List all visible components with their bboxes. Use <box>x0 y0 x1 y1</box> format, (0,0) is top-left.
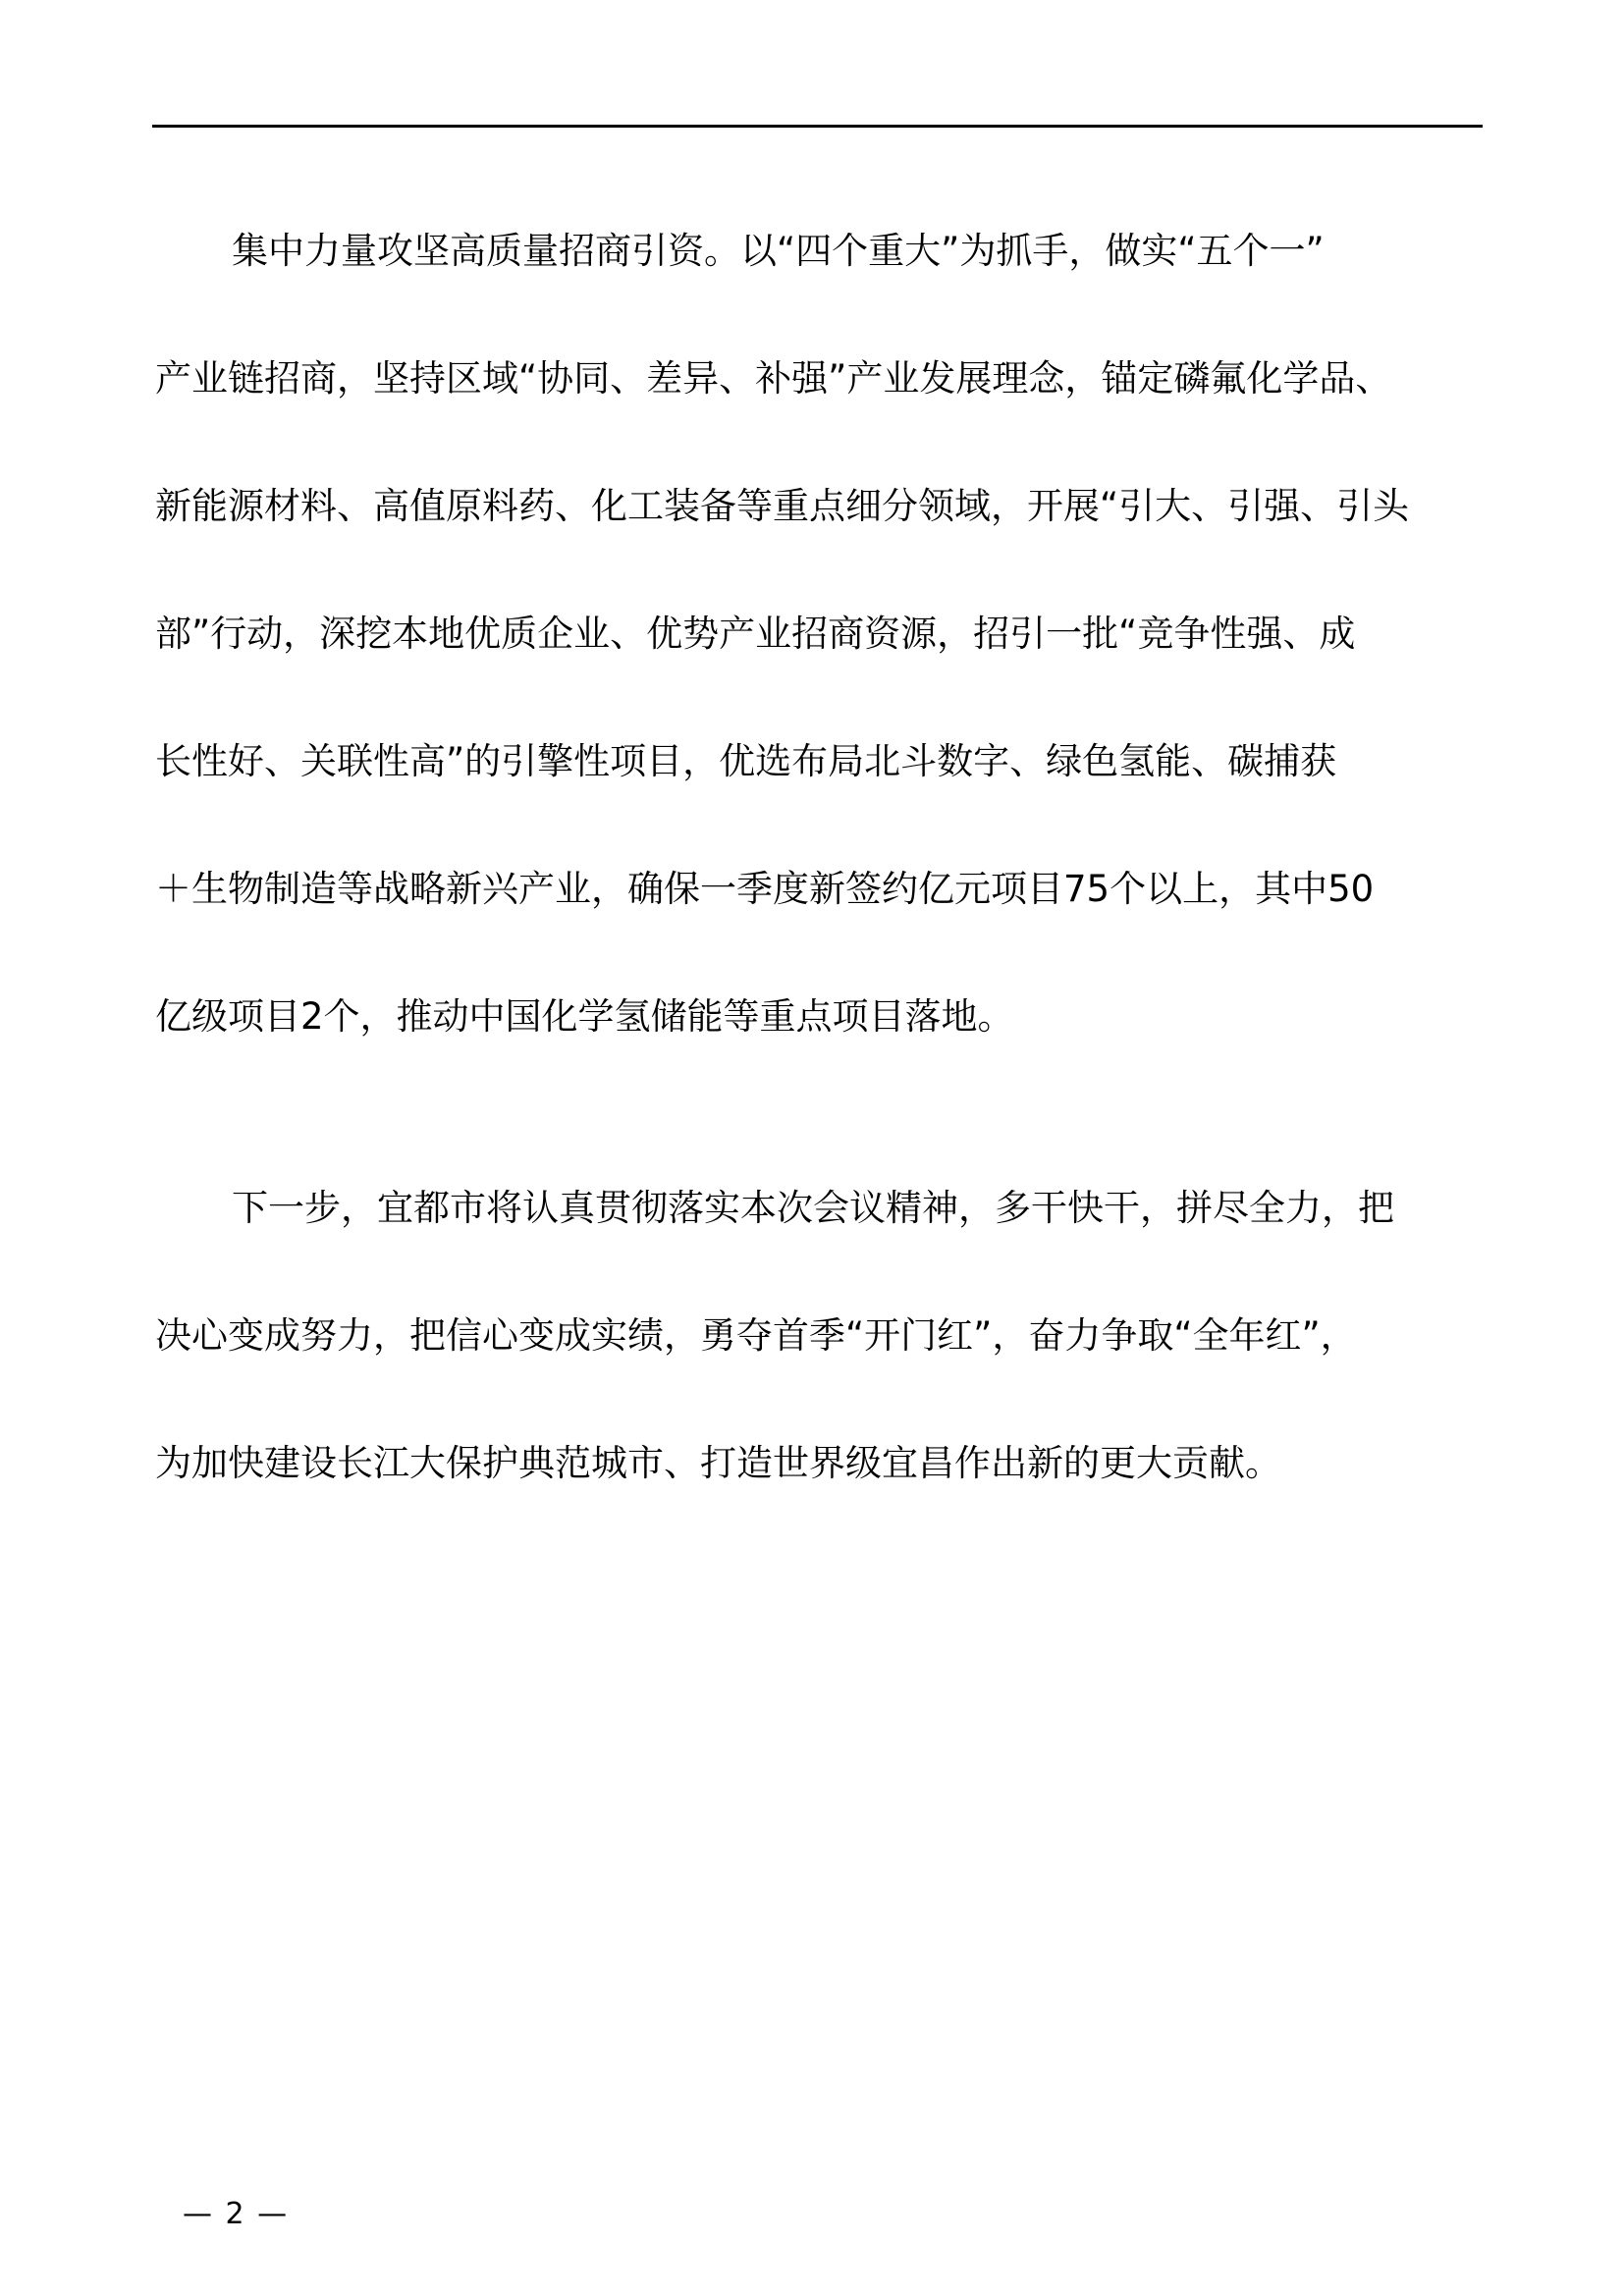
document-body <box>155 155 1510 1559</box>
page-number: — 2 — <box>183 2197 290 2231</box>
paragraph-line: 集中力量攻坚高质量招商引资。以“四个重大”为抓手，做实“五个一” <box>232 230 1325 272</box>
paragraph-line: 亿级项目2个，推动中国化学氢储能等重点项目落地。 <box>155 995 1014 1038</box>
paragraph-line: 为加快建设长江大保护典范城市、打造世界级宜昌作出新的更大贡献。 <box>155 1442 1281 1484</box>
paragraph-investment <box>155 155 1510 1112</box>
paragraph-next-step <box>155 1112 1510 1559</box>
paragraph-line: 下一步，宜都市将认真贯彻落实本次会议精神，多干快干，拼尽全力，把 <box>232 1187 1394 1229</box>
paragraph-line: 新能源材料、高值原料药、化工装备等重点细分领域，开展“引大、引强、引头 <box>155 485 1410 527</box>
paragraph-line: 产业链招商，坚持区域“协同、差异、补强”产业发展理念，锚定磷氟化学品、 <box>155 357 1392 400</box>
paragraph-line: 部”行动，深挖本地优质企业、优势产业招商资源，招引一批“竞争性强、成 <box>155 613 1356 655</box>
paragraph-line: 决心变成努力，把信心变成实绩，勇夺首季“开门红”，奋力争取“全年红”， <box>155 1314 1357 1357</box>
paragraph-line: ＋生物制造等战略新兴产业，确保一季度新签约亿元项目75个以上，其中50 <box>155 868 1375 910</box>
paragraph-line: 长性好、关联性高”的引擎性项目，优选布局北斗数字、绿色氢能、碳捕获 <box>155 740 1337 782</box>
header-rule <box>152 125 1483 128</box>
